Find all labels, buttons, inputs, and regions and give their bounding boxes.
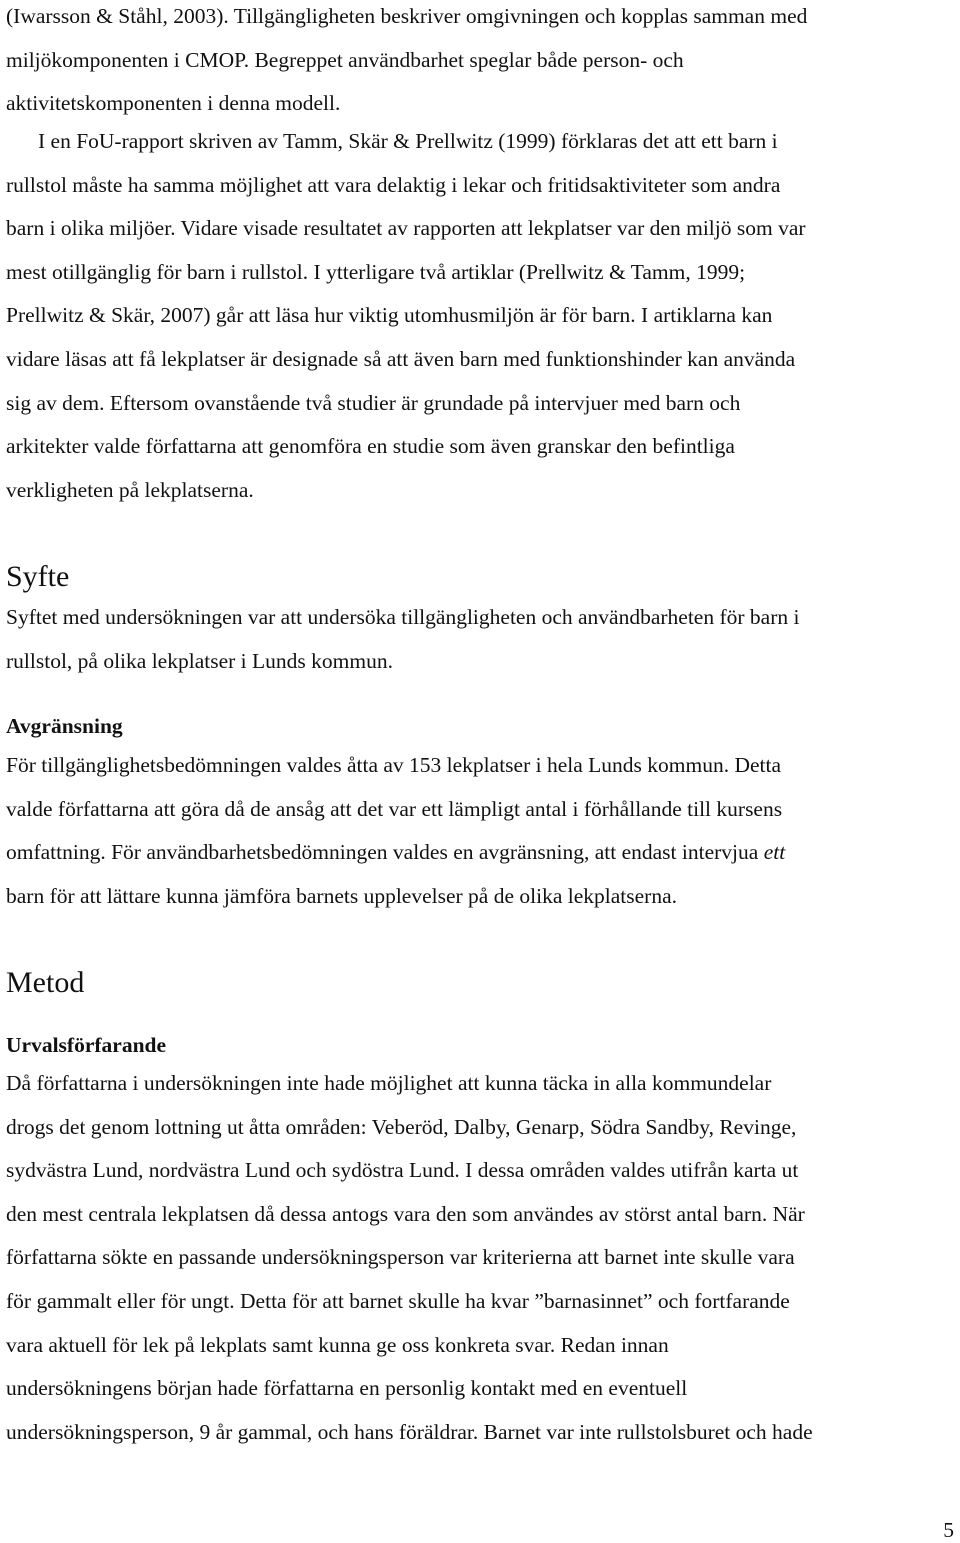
text-line: barn i olika miljöer. Vidare visade resultatet av rapporten att lekplatser var den miljö som var: [6, 216, 806, 241]
text-line: vara aktuell för lek på lekplats samt kunna ge oss konkreta svar. Redan innan: [6, 1332, 669, 1357]
paragraph-syfte: [6, 596, 954, 683]
text-line: rullstol måste ha samma möjlighet att vara delaktig i lekar och fritidsaktiviteter som andra: [6, 172, 781, 197]
text-line: den mest centrala lekplatsen då dessa antogs vara den som användes av störst antal barn. När: [6, 1201, 805, 1226]
text-line: verkligheten på lekplatserna.: [6, 477, 254, 502]
text-line: vidare läsas att få lekplatser är designade så att även barn med funktionshinder kan använda: [6, 346, 796, 371]
text-line: Syftet med undersökningen var att undersöka tillgängligheten och användbarheten för barn i: [6, 605, 800, 629]
text-line-indented: [6, 120, 954, 164]
text-line: arkitekter valde författarna att genomföra en studie som även granskar den befintliga: [6, 434, 735, 459]
text-line-with-emphasis: [6, 831, 954, 875]
text-line: valde författarna att göra då de ansåg att det var ett lämpligt antal i förhållande till kursens: [6, 796, 783, 821]
text-line: sydvästra Lund, nordvästra Lund och sydöstra Lund. I dessa områden valdes utifrån karta ut: [6, 1158, 799, 1183]
text-line: sig av dem. Eftersom ovanstående två studier är grundade på intervjuer med barn och: [6, 390, 741, 415]
text-line: (Iwarsson & Ståhl, 2003). Tillgängligheten beskriver omgivningen och kopplas samman med: [6, 4, 808, 28]
text-line: Prellwitz & Skär, 2007) går att läsa hur viktig utomhusmiljön är för barn. I artiklarna kan: [6, 303, 773, 328]
text-line: författarna sökte en passande undersökningsperson var kriterierna att barnet inte skulle vara: [6, 1245, 795, 1270]
paragraph-urvalsforfarande: [6, 1062, 954, 1454]
text-line: aktivitetskomponenten i denna modell.: [6, 91, 341, 116]
text-line: undersökningsperson, 9 år gammal, och hans föräldrar. Barnet var inte rullstolsburet och hade: [6, 1419, 813, 1444]
paragraph-cmop: [6, 0, 954, 126]
text-line: mest otillgänglig för barn i rullstol. I ytterligare två artiklar (Prellwitz & Tamm, 1999;: [6, 259, 746, 284]
paragraph-avgransning: [6, 744, 954, 918]
text-line: för gammalt eller för ungt. Detta för att barnet skulle ha kvar ”barnasinnet” och fortfarande: [6, 1288, 790, 1313]
emphasis-text: ett: [763, 840, 786, 865]
paragraph-fou-rapport: [6, 120, 954, 512]
heading-syfte: Syfte: [6, 560, 70, 593]
heading-metod: Metod: [6, 966, 85, 999]
heading-urvalsforfarande: Urvalsförfarande: [6, 1033, 167, 1057]
text-line: Då författarna i undersökningen inte hade möjlighet att kunna täcka in alla kommundelar: [6, 1071, 772, 1095]
text-line: undersökningens början hade författarna en personlig kontakt med en eventuell: [6, 1376, 688, 1401]
text-line: För tillgänglighetsbedömningen valdes åtta av 153 lekplatser i hela Lunds kommun. Detta: [6, 753, 782, 777]
text-line: barn för att lättare kunna jämföra barnets upplevelser på de olika lekplatserna.: [6, 883, 677, 908]
page-number: 5: [943, 1518, 954, 1542]
text-line: drogs det genom lottning ut åtta områden: Veberöd, Dalby, Genarp, Södra Sandby, Revinge,: [6, 1114, 797, 1139]
heading-avgransning: Avgränsning: [6, 714, 123, 738]
text-line: miljökomponenten i CMOP. Begreppet användbarhet speglar både person- och: [6, 47, 684, 72]
text-line: rullstol, på olika lekplatser i Lunds kommun.: [6, 648, 393, 673]
text-line-content: I en FoU-rapport skriven av Tamm, Skär & Prellwitz (1999) förklaras det att ett barn i: [38, 129, 778, 153]
text-line-content: omfattning. För användbarhetsbedömningen valdes en avgränsning, att endast intervjua: [6, 840, 764, 865]
